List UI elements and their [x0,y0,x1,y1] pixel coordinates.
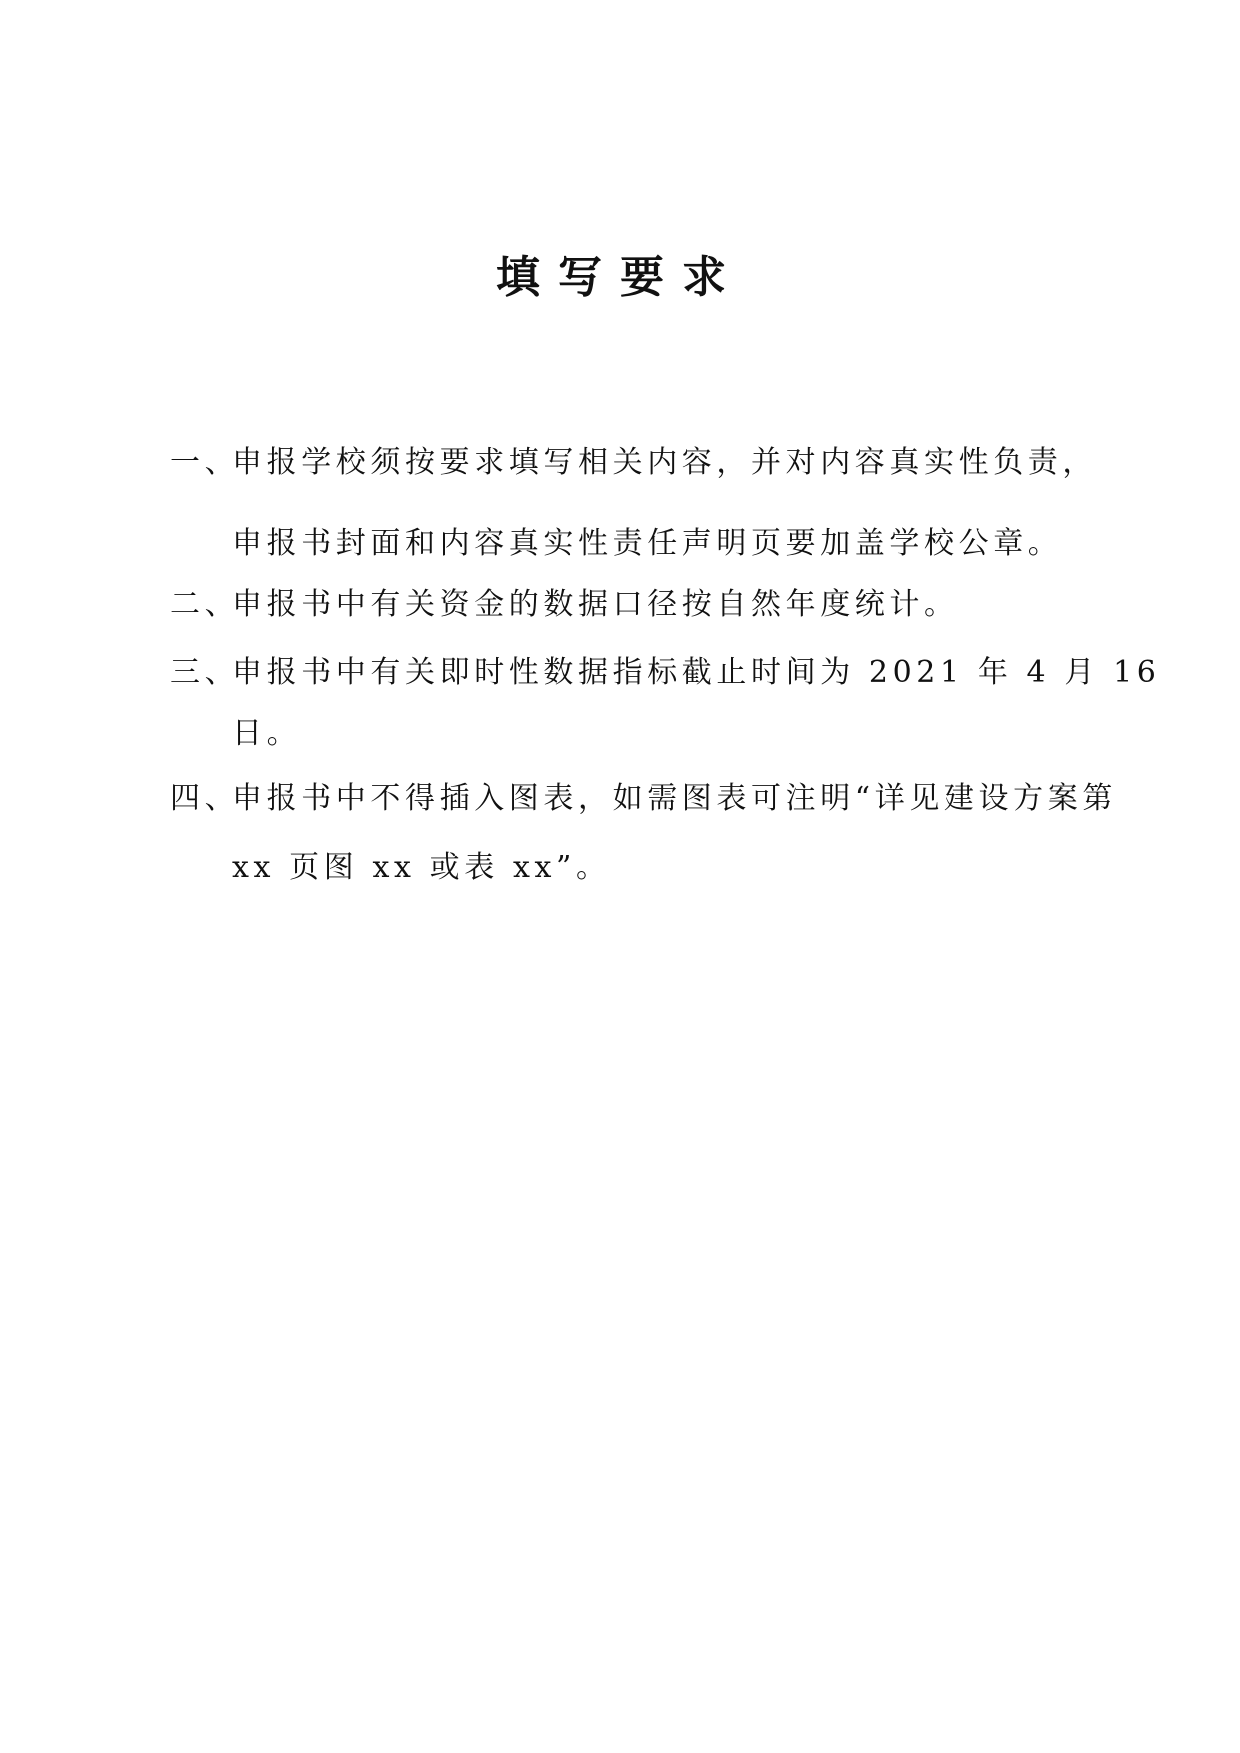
requirement-number: 四、 [170,781,240,816]
requirement-text: 申报书中不得插入图表，如需图表可注明“详见建设方案第 [232,781,1117,816]
requirement-text: 申报书封面和内容真实性责任声明页要加盖学校公章。 [232,526,1063,561]
page-title: 填写要求 [496,252,744,303]
requirement-text: 申报书中有关资金的数据口径按自然年度统计。 [232,587,959,622]
requirement-number: 一、 [170,445,240,480]
requirement-text: 日。 [232,716,302,751]
requirement-text: xx 页图 xx 或表 xx”。 [232,850,611,885]
requirement-number: 二、 [170,587,240,622]
requirement-number: 三、 [170,655,240,690]
requirement-text: 申报书中有关即时性数据指标截止时间为 2021 年 4 月 16 [232,655,1161,690]
requirement-text: 申报学校须按要求填写相关内容，并对内容真实性负责， [232,445,1097,480]
